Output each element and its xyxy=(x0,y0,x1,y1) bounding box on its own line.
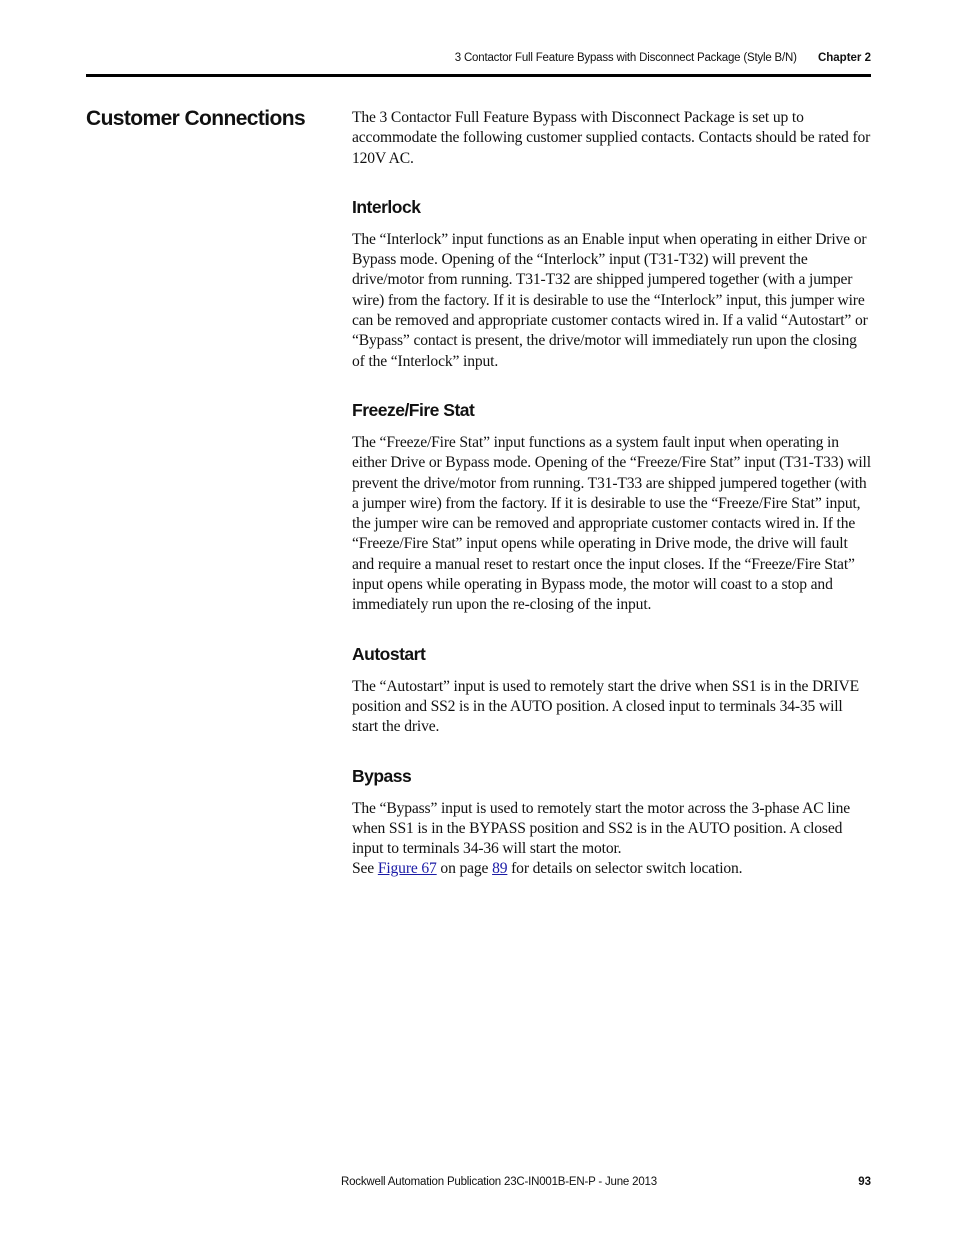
main-content xyxy=(352,108,872,880)
publication-info: Rockwell Automation Publication 23C-IN001B-EN-P - June 2013 xyxy=(341,1176,657,1188)
bypass-heading: Bypass xyxy=(352,765,412,786)
autostart-heading: Autostart xyxy=(352,643,426,664)
bypass-paragraph xyxy=(352,799,872,880)
interlock-paragraph: The “Interlock” input functions as an Enable input when operating in either Drive or Bypass mode. Opening of the “Interlock” input (T31-T32) will prevent the drive/motor from running. T31-T32 are shipped jumpered together (with a jumper wire) from the factory. If it is desirable to use the “Interlock” input, this jumper wire can be removed and appropriate customer contacts wired in. If a valid “Autostart” or “Bypass” contact is present, the drive/motor will immediately run upon the closing of the “Interlock” input. xyxy=(352,230,868,370)
header-rule xyxy=(86,74,871,77)
chapter-label: Chapter 2 xyxy=(817,52,871,64)
see-prefix: See xyxy=(352,860,378,878)
bypass-body-text: The “Bypass” input is used to remotely start the motor across the 3-phase AC line when SS1 is in the BYPASS position and SS2 is in the AUTO position. A closed input to terminals 34-36 will start the motor. xyxy=(352,799,851,858)
autostart-paragraph: The “Autostart” input is used to remotely start the drive when SS1 is in the DRIVE position and SS2 is in the AUTO position. A closed input to terminals 34-35 will start the drive. xyxy=(352,677,859,736)
see-suffix: for details on selector switch location. xyxy=(507,860,743,878)
page-header xyxy=(86,52,871,70)
page-number: 93 xyxy=(858,1176,871,1188)
page-89-link[interactable]: 89 xyxy=(492,860,508,878)
intro-paragraph: The 3 Contactor Full Feature Bypass with Disconnect Package is set up to accommodate the following customer supplied contacts. Contacts should be rated for 120V AC. xyxy=(352,109,871,167)
interlock-heading: Interlock xyxy=(352,196,421,217)
figure-67-link[interactable]: Figure 67 xyxy=(377,860,437,878)
freeze-fire-stat-paragraph: The “Freeze/Fire Stat” input functions as a system fault input when operating in either Drive or Bypass mode. Opening of the “Freeze/Fire Stat” input (T31-T33) will prevent the drive/motor from running. T31-T33 are shipped jumpered together (with a jumper wire) from the factory. If it is desirable to use the “Freeze/Fire Stat” input, the jumper wire can be removed and appropriate customer contacts wired in. If the “Freeze/Fire Stat” input opens while operating in Drive mode, the drive will fault and require a manual reset to restart once the input closes. If the “Freeze/Fire Stat” input opens while operating in Bypass mode, the motor will coast to a stop and immediately run upon the re-closing of the input. xyxy=(352,433,871,614)
running-title: 3 Contactor Full Feature Bypass with Disconnect Package (Style B/N) xyxy=(454,52,797,64)
selector-switch-reference xyxy=(352,859,872,879)
freeze-fire-stat-heading: Freeze/Fire Stat xyxy=(352,399,475,420)
on-page-text: on page xyxy=(436,860,493,878)
section-title: Customer Connections xyxy=(86,107,306,130)
